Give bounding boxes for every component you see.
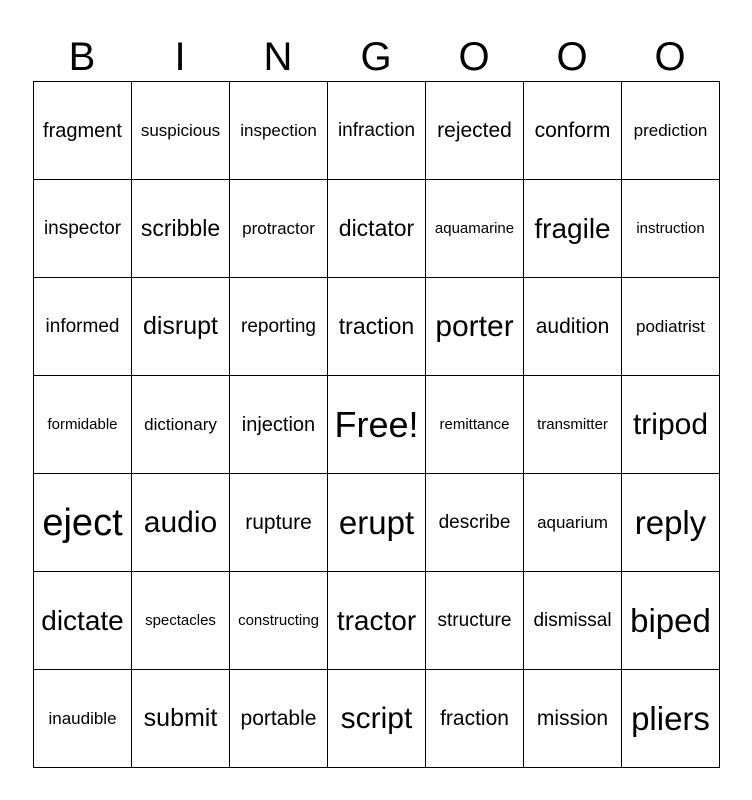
- bingo-cell[interactable]: reply: [622, 474, 720, 572]
- header-letter-g: G: [360, 35, 392, 79]
- bingo-cell[interactable]: fraction: [426, 670, 524, 768]
- bingo-cell[interactable]: portable: [230, 670, 328, 768]
- bingo-cell[interactable]: dictionary: [132, 376, 230, 474]
- bingo-cell[interactable]: structure: [426, 572, 524, 670]
- bingo-board: [33, 81, 720, 768]
- header-letter-o1: O: [458, 35, 490, 79]
- bingo-free-cell[interactable]: Free!: [328, 376, 426, 474]
- bingo-cell[interactable]: traction: [328, 278, 426, 376]
- bingo-cell[interactable]: remittance: [426, 376, 524, 474]
- bingo-cell[interactable]: mission: [524, 670, 622, 768]
- bingo-cell[interactable]: protractor: [230, 180, 328, 278]
- bingo-cell[interactable]: dictator: [328, 180, 426, 278]
- bingo-cell[interactable]: scribble: [132, 180, 230, 278]
- header-letter-i: I: [174, 35, 186, 79]
- bingo-header: [33, 34, 719, 80]
- bingo-cell[interactable]: conform: [524, 82, 622, 180]
- bingo-cell[interactable]: suspicious: [132, 82, 230, 180]
- bingo-cell[interactable]: fragile: [524, 180, 622, 278]
- bingo-cell[interactable]: dismissal: [524, 572, 622, 670]
- bingo-cell[interactable]: infraction: [328, 82, 426, 180]
- bingo-cell[interactable]: tripod: [622, 376, 720, 474]
- bingo-cell[interactable]: disrupt: [132, 278, 230, 376]
- bingo-cell[interactable]: reporting: [230, 278, 328, 376]
- bingo-cell[interactable]: tractor: [328, 572, 426, 670]
- bingo-cell[interactable]: eject: [34, 474, 132, 572]
- bingo-cell[interactable]: biped: [622, 572, 720, 670]
- bingo-cell[interactable]: rupture: [230, 474, 328, 572]
- bingo-cell[interactable]: rejected: [426, 82, 524, 180]
- bingo-cell[interactable]: erupt: [328, 474, 426, 572]
- bingo-cell[interactable]: dictate: [34, 572, 132, 670]
- bingo-cell[interactable]: formidable: [34, 376, 132, 474]
- header-letter-b: B: [68, 35, 96, 79]
- bingo-cell[interactable]: fragment: [34, 82, 132, 180]
- bingo-cell[interactable]: inspection: [230, 82, 328, 180]
- bingo-cell[interactable]: submit: [132, 670, 230, 768]
- bingo-cell[interactable]: audio: [132, 474, 230, 572]
- bingo-cell[interactable]: audition: [524, 278, 622, 376]
- bingo-cell[interactable]: script: [328, 670, 426, 768]
- bingo-cell[interactable]: prediction: [622, 82, 720, 180]
- bingo-cell[interactable]: transmitter: [524, 376, 622, 474]
- bingo-cell[interactable]: porter: [426, 278, 524, 376]
- bingo-cell[interactable]: constructing: [230, 572, 328, 670]
- bingo-cell[interactable]: aquamarine: [426, 180, 524, 278]
- bingo-cell[interactable]: informed: [34, 278, 132, 376]
- bingo-cell[interactable]: podiatrist: [622, 278, 720, 376]
- bingo-cell[interactable]: instruction: [622, 180, 720, 278]
- header-letter-o2: O: [556, 35, 588, 79]
- bingo-cell[interactable]: pliers: [622, 670, 720, 768]
- bingo-cell[interactable]: injection: [230, 376, 328, 474]
- header-letter-o3: O: [654, 35, 686, 79]
- bingo-cell[interactable]: inaudible: [34, 670, 132, 768]
- bingo-cell[interactable]: describe: [426, 474, 524, 572]
- bingo-cell[interactable]: inspector: [34, 180, 132, 278]
- header-letter-n: N: [263, 35, 293, 79]
- bingo-cell[interactable]: spectacles: [132, 572, 230, 670]
- bingo-cell[interactable]: aquarium: [524, 474, 622, 572]
